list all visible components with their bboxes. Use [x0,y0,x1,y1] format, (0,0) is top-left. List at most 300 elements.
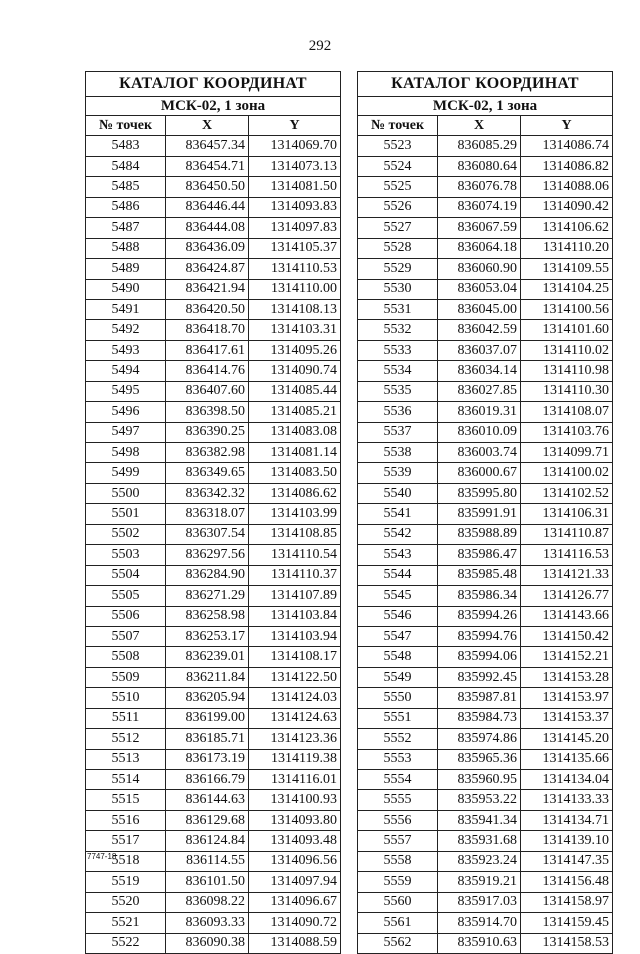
cell-x: 836067.59 [438,218,521,238]
cell-y: 1314105.37 [249,238,341,258]
page-number: 292 [308,38,332,54]
cell-x: 836454.71 [166,156,249,176]
cell-point: 5547 [358,626,438,646]
cell-y: 1314083.50 [249,463,341,483]
table-row [86,136,341,156]
cell-y: 1314086.74 [521,136,613,156]
cell-x: 836418.70 [166,320,249,340]
cell-point: 5540 [358,483,438,503]
cell-y: 1314126.77 [521,586,613,606]
cell-x: 836239.01 [166,647,249,667]
table-row [358,913,613,933]
table-row [358,156,613,176]
table-row [358,545,613,565]
cell-point: 5496 [86,402,166,422]
column-header-point: № точек [358,116,438,136]
column-header-x: X [166,116,249,136]
catalog-body-left [86,136,341,954]
cell-point: 5530 [358,279,438,299]
cell-y: 1314090.74 [249,361,341,381]
cell-y: 1314145.20 [521,729,613,749]
cell-point: 5524 [358,156,438,176]
cell-x: 835974.86 [438,729,521,749]
cell-point: 5538 [358,443,438,463]
cell-y: 1314069.70 [249,136,341,156]
cell-x: 836124.84 [166,831,249,851]
column-header-x: X [438,116,521,136]
cell-x: 836424.87 [166,259,249,279]
cell-x: 836076.78 [438,177,521,197]
cell-x: 836414.76 [166,361,249,381]
cell-y: 1314093.80 [249,810,341,830]
table-row [86,688,341,708]
cell-x: 836258.98 [166,606,249,626]
table-row [86,340,341,360]
cell-point: 5502 [86,524,166,544]
cell-x: 835919.21 [438,872,521,892]
cell-y: 1314147.35 [521,851,613,871]
cell-y: 1314156.48 [521,872,613,892]
table-row [358,177,613,197]
cell-x: 836060.90 [438,259,521,279]
cell-y: 1314107.89 [249,586,341,606]
table-row [86,381,341,401]
coordinate-catalog-right [357,71,613,954]
cell-y: 1314153.37 [521,708,613,728]
cell-y: 1314090.72 [249,913,341,933]
table-row [358,892,613,912]
cell-y: 1314103.31 [249,320,341,340]
table-row [358,831,613,851]
cell-x: 836407.60 [166,381,249,401]
cell-x: 835991.91 [438,504,521,524]
table-row [86,320,341,340]
cell-point: 5532 [358,320,438,340]
cell-point: 5505 [86,586,166,606]
table-row [86,749,341,769]
cell-point: 5495 [86,381,166,401]
cell-y: 1314108.17 [249,647,341,667]
cell-y: 1314103.84 [249,606,341,626]
table-row [358,872,613,892]
cell-point: 5526 [358,197,438,217]
cell-x: 836297.56 [166,545,249,565]
cell-point: 5503 [86,545,166,565]
cell-x: 836253.17 [166,626,249,646]
table-row [86,524,341,544]
cell-x: 836027.85 [438,381,521,401]
cell-point: 5561 [358,913,438,933]
cell-x: 835941.34 [438,810,521,830]
cell-x: 836101.50 [166,872,249,892]
cell-x: 835986.34 [438,586,521,606]
cell-y: 1314097.83 [249,218,341,238]
cell-y: 1314100.02 [521,463,613,483]
cell-x: 836421.94 [166,279,249,299]
cell-y: 1314124.63 [249,708,341,728]
cell-point: 5485 [86,177,166,197]
cell-point: 5516 [86,810,166,830]
table-row [358,524,613,544]
cell-y: 1314109.55 [521,259,613,279]
cell-x: 836098.22 [166,892,249,912]
cell-x: 836205.94 [166,688,249,708]
cell-x: 835986.47 [438,545,521,565]
table-row [86,933,341,953]
table-row [358,238,613,258]
cell-x: 835965.36 [438,749,521,769]
cell-y: 1314135.66 [521,749,613,769]
footer-code: 7747-18 [87,852,117,861]
cell-y: 1314139.10 [521,831,613,851]
cell-y: 1314152.21 [521,647,613,667]
cell-x: 836144.63 [166,790,249,810]
cell-point: 5541 [358,504,438,524]
cell-y: 1314153.28 [521,667,613,687]
table-row [358,381,613,401]
cell-point: 5529 [358,259,438,279]
table-row [86,790,341,810]
cell-x: 836284.90 [166,565,249,585]
coordinate-catalog-left [85,71,341,954]
cell-point: 5523 [358,136,438,156]
table-row [86,299,341,319]
cell-y: 1314159.45 [521,913,613,933]
cell-y: 1314100.56 [521,299,613,319]
table-row [86,177,341,197]
table-row [86,647,341,667]
table-row [86,729,341,749]
cell-y: 1314119.38 [249,749,341,769]
cell-x: 836382.98 [166,443,249,463]
table-row [86,667,341,687]
cell-point: 5504 [86,565,166,585]
cell-x: 836000.67 [438,463,521,483]
cell-x: 836446.44 [166,197,249,217]
cell-point: 5507 [86,626,166,646]
cell-y: 1314110.54 [249,545,341,565]
cell-y: 1314153.97 [521,688,613,708]
table-row [358,443,613,463]
cell-y: 1314081.14 [249,443,341,463]
cell-x: 836037.07 [438,340,521,360]
cell-point: 5528 [358,238,438,258]
cell-point: 5515 [86,790,166,810]
cell-point: 5500 [86,483,166,503]
cell-point: 5514 [86,770,166,790]
cell-y: 1314158.97 [521,892,613,912]
cell-x: 836080.64 [438,156,521,176]
cell-point: 5533 [358,340,438,360]
cell-x: 836450.50 [166,177,249,197]
cell-y: 1314116.53 [521,545,613,565]
cell-x: 836034.14 [438,361,521,381]
table-row [358,422,613,442]
table-row [86,238,341,258]
cell-point: 5556 [358,810,438,830]
cell-x: 836090.38 [166,933,249,953]
cell-y: 1314108.85 [249,524,341,544]
cell-y: 1314099.71 [521,443,613,463]
cell-point: 5560 [358,892,438,912]
cell-y: 1314106.31 [521,504,613,524]
table-row [86,259,341,279]
table-row [86,361,341,381]
cell-x: 836114.55 [166,851,249,871]
table-row [86,770,341,790]
table-row [358,402,613,422]
cell-point: 5509 [86,667,166,687]
table-row [86,279,341,299]
cell-point: 5489 [86,259,166,279]
cell-point: 5491 [86,299,166,319]
cell-x: 836173.19 [166,749,249,769]
cell-point: 5506 [86,606,166,626]
cell-x: 836307.54 [166,524,249,544]
cell-x: 836003.74 [438,443,521,463]
cell-point: 5521 [86,913,166,933]
cell-point: 5553 [358,749,438,769]
cell-y: 1314110.53 [249,259,341,279]
cell-x: 836185.71 [166,729,249,749]
cell-x: 835931.68 [438,831,521,851]
table-row [358,933,613,953]
table-row [358,299,613,319]
catalog-title: КАТАЛОГ КООРДИНАТ [86,72,341,97]
cell-y: 1314083.08 [249,422,341,442]
cell-y: 1314110.02 [521,340,613,360]
cell-y: 1314073.13 [249,156,341,176]
table-row [86,851,341,871]
cell-x: 836064.18 [438,238,521,258]
cell-y: 1314143.66 [521,606,613,626]
cell-point: 5483 [86,136,166,156]
cell-point: 5536 [358,402,438,422]
cell-y: 1314110.20 [521,238,613,258]
table-row [86,218,341,238]
cell-x: 836342.32 [166,483,249,503]
cell-x: 836053.04 [438,279,521,299]
cell-x: 835985.48 [438,565,521,585]
table-row [358,851,613,871]
cell-x: 836045.00 [438,299,521,319]
cell-x: 835992.45 [438,667,521,687]
table-row [358,667,613,687]
cell-point: 5518 [86,851,166,871]
cell-x: 836093.33 [166,913,249,933]
cell-point: 5531 [358,299,438,319]
table-row [86,422,341,442]
cell-x: 835994.26 [438,606,521,626]
table-row [358,340,613,360]
table-row [358,729,613,749]
cell-x: 836085.29 [438,136,521,156]
table-row [86,892,341,912]
table-row [86,831,341,851]
table-row [86,606,341,626]
cell-x: 836398.50 [166,402,249,422]
cell-point: 5508 [86,647,166,667]
table-row [358,626,613,646]
cell-point: 5493 [86,340,166,360]
cell-point: 5562 [358,933,438,953]
table-row [358,197,613,217]
cell-y: 1314122.50 [249,667,341,687]
cell-x: 835923.24 [438,851,521,871]
cell-point: 5488 [86,238,166,258]
cell-point: 5510 [86,688,166,708]
table-row [358,259,613,279]
cell-point: 5487 [86,218,166,238]
table-row [358,504,613,524]
cell-y: 1314096.56 [249,851,341,871]
cell-y: 1314100.93 [249,790,341,810]
table-row [358,647,613,667]
cell-point: 5501 [86,504,166,524]
table-row [358,586,613,606]
cell-y: 1314090.42 [521,197,613,217]
cell-point: 5517 [86,831,166,851]
table-row [358,606,613,626]
cell-point: 5542 [358,524,438,544]
table-row [358,483,613,503]
cell-x: 836129.68 [166,810,249,830]
table-row [358,810,613,830]
cell-y: 1314086.82 [521,156,613,176]
cell-point: 5490 [86,279,166,299]
table-row [86,913,341,933]
cell-y: 1314081.50 [249,177,341,197]
cell-y: 1314134.04 [521,770,613,790]
cell-y: 1314110.98 [521,361,613,381]
cell-y: 1314103.99 [249,504,341,524]
cell-x: 836349.65 [166,463,249,483]
cell-point: 5513 [86,749,166,769]
column-header-y: Y [521,116,613,136]
table-row [358,708,613,728]
cell-point: 5520 [86,892,166,912]
cell-x: 835914.70 [438,913,521,933]
cell-y: 1314088.59 [249,933,341,953]
cell-y: 1314116.01 [249,770,341,790]
cell-point: 5537 [358,422,438,442]
table-row [86,872,341,892]
cell-y: 1314096.67 [249,892,341,912]
cell-x: 835994.76 [438,626,521,646]
cell-point: 5492 [86,320,166,340]
cell-x: 836074.19 [438,197,521,217]
cell-y: 1314102.52 [521,483,613,503]
cell-point: 5484 [86,156,166,176]
table-row [358,136,613,156]
cell-point: 5525 [358,177,438,197]
cell-y: 1314133.33 [521,790,613,810]
table-row [86,708,341,728]
table-row [358,279,613,299]
table-row [358,565,613,585]
cell-x: 835953.22 [438,790,521,810]
cell-y: 1314095.26 [249,340,341,360]
cell-point: 5545 [358,586,438,606]
table-row [86,443,341,463]
cell-point: 5522 [86,933,166,953]
cell-y: 1314121.33 [521,565,613,585]
cell-point: 5546 [358,606,438,626]
table-row [86,483,341,503]
cell-point: 5494 [86,361,166,381]
table-row [86,463,341,483]
cell-y: 1314093.83 [249,197,341,217]
table-row [358,688,613,708]
column-header-point: № точек [86,116,166,136]
cell-point: 5534 [358,361,438,381]
cell-point: 5557 [358,831,438,851]
cell-x: 835987.81 [438,688,521,708]
cell-point: 5519 [86,872,166,892]
cell-point: 5535 [358,381,438,401]
cell-point: 5552 [358,729,438,749]
cell-point: 5548 [358,647,438,667]
cell-x: 836390.25 [166,422,249,442]
table-row [358,320,613,340]
cell-x: 836166.79 [166,770,249,790]
table-row [86,626,341,646]
cell-x: 835995.80 [438,483,521,503]
column-header-y: Y [249,116,341,136]
cell-point: 5558 [358,851,438,871]
cell-point: 5539 [358,463,438,483]
cell-y: 1314150.42 [521,626,613,646]
cell-point: 5527 [358,218,438,238]
cell-x: 835910.63 [438,933,521,953]
cell-y: 1314104.25 [521,279,613,299]
cell-point: 5512 [86,729,166,749]
cell-y: 1314106.62 [521,218,613,238]
cell-point: 5549 [358,667,438,687]
cell-x: 836436.09 [166,238,249,258]
table-row [86,810,341,830]
cell-y: 1314097.94 [249,872,341,892]
cell-point: 5486 [86,197,166,217]
cell-x: 836019.31 [438,402,521,422]
cell-point: 5511 [86,708,166,728]
cell-y: 1314123.36 [249,729,341,749]
cell-point: 5554 [358,770,438,790]
cell-y: 1314108.07 [521,402,613,422]
cell-x: 836199.00 [166,708,249,728]
cell-y: 1314085.44 [249,381,341,401]
cell-y: 1314103.76 [521,422,613,442]
cell-x: 836010.09 [438,422,521,442]
cell-y: 1314086.62 [249,483,341,503]
cell-x: 836318.07 [166,504,249,524]
table-row [358,361,613,381]
cell-point: 5499 [86,463,166,483]
table-row [358,463,613,483]
catalog-body-right [358,136,613,954]
cell-y: 1314158.53 [521,933,613,953]
cell-x: 836420.50 [166,299,249,319]
cell-y: 1314101.60 [521,320,613,340]
cell-x: 836271.29 [166,586,249,606]
catalog-title: КАТАЛОГ КООРДИНАТ [358,72,613,97]
cell-y: 1314103.94 [249,626,341,646]
cell-y: 1314110.00 [249,279,341,299]
table-row [358,790,613,810]
table-row [358,749,613,769]
table-row [86,545,341,565]
cell-y: 1314110.30 [521,381,613,401]
